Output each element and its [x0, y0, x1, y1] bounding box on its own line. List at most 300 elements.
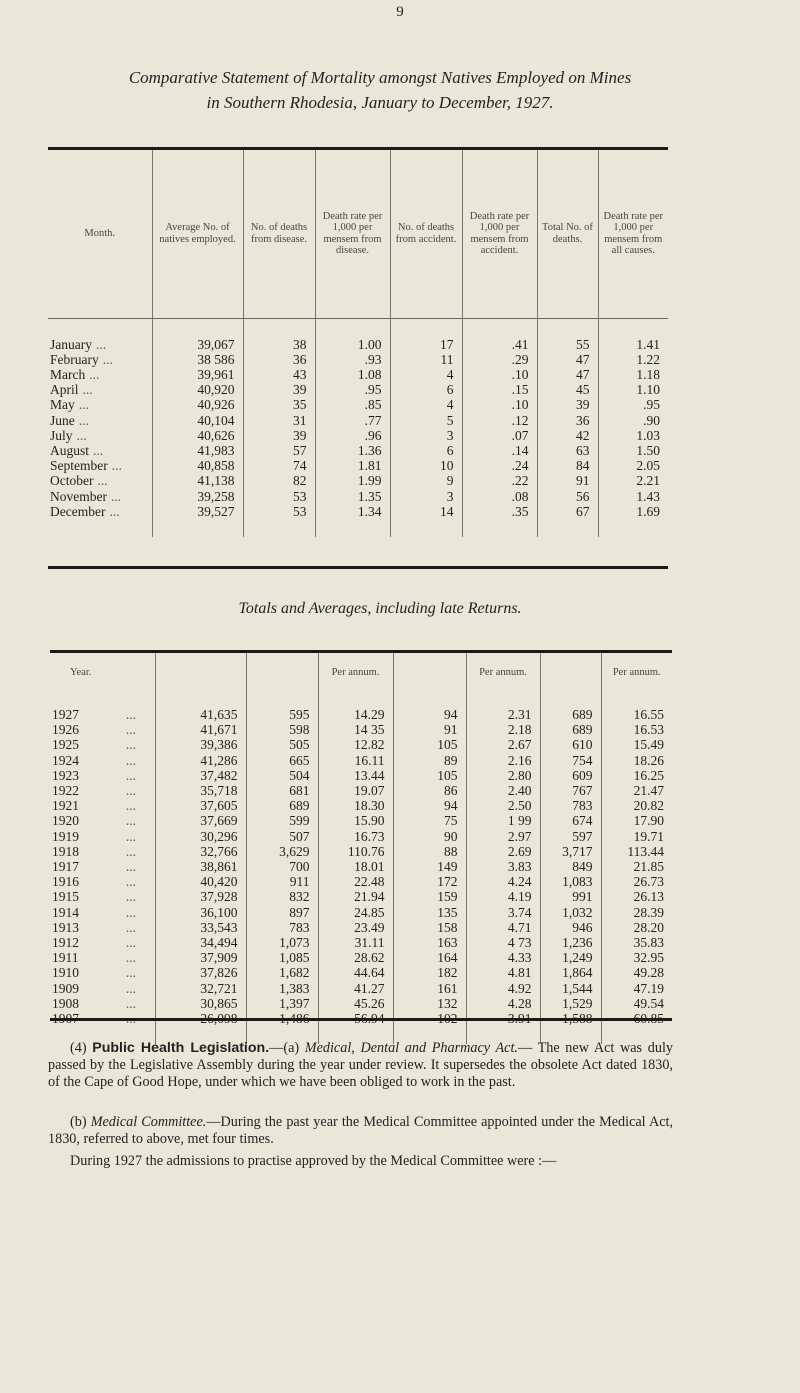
table2-subtitle: Totals and Averages, including late Returns.	[238, 600, 522, 617]
data-cell: 39	[537, 397, 598, 412]
data-cell: 1,864	[540, 965, 601, 980]
column-header: Death rate per 1,000 per mensem from all causes.	[598, 150, 668, 318]
leader-dots: ...	[125, 965, 136, 981]
table-row	[50, 783, 672, 798]
row-label-cell	[50, 996, 155, 1011]
data-cell: .85	[315, 397, 390, 412]
data-cell: 16.53	[601, 722, 672, 737]
data-cell: 24.85	[318, 905, 393, 920]
data-cell: 89	[393, 753, 466, 768]
data-cell: 14.29	[318, 707, 393, 722]
row-label: 1909	[52, 980, 79, 996]
data-cell: 113.44	[601, 844, 672, 859]
data-cell: 4	[390, 367, 462, 382]
data-cell: 1.08	[315, 367, 390, 382]
data-cell: 674	[540, 813, 601, 828]
leader-dots: ...	[125, 904, 136, 920]
data-cell: 38,861	[155, 859, 246, 874]
data-cell: 36	[537, 413, 598, 428]
data-cell: 1.03	[598, 428, 668, 443]
table-row	[50, 905, 672, 920]
table-row	[50, 950, 672, 965]
data-cell: 20.82	[601, 798, 672, 813]
row-label-cell	[50, 783, 155, 798]
row-label-cell	[48, 337, 152, 352]
row-label-cell	[48, 413, 152, 428]
leader-dots: ...	[78, 397, 89, 413]
leader-dots: ...	[125, 752, 136, 768]
data-cell: 82	[243, 473, 315, 488]
data-cell: 6	[390, 443, 462, 458]
data-cell: 182	[393, 965, 466, 980]
data-cell: 783	[246, 920, 318, 935]
row-label: September	[50, 458, 108, 474]
data-cell: 1.36	[315, 443, 390, 458]
table-row	[50, 996, 672, 1011]
data-cell: 40,626	[152, 428, 243, 443]
data-cell: 14 35	[318, 722, 393, 737]
data-cell: 159	[393, 889, 466, 904]
data-cell: 84	[537, 458, 598, 473]
data-cell: 86	[393, 783, 466, 798]
leader-dots: ...	[125, 995, 136, 1011]
column-header: No. of deaths from accident.	[390, 150, 462, 318]
data-cell: 39,527	[152, 504, 243, 519]
table-row	[50, 829, 672, 844]
data-cell: 1,529	[540, 996, 601, 1011]
data-cell: 22.48	[318, 874, 393, 889]
table-row	[50, 768, 672, 783]
data-cell: 38 586	[152, 352, 243, 367]
data-cell: 2.69	[466, 844, 540, 859]
paragraph-admissions: During 1927 the admissions to practise approved by the Medical Committee were :—	[70, 1153, 557, 1169]
data-cell: 19.71	[601, 829, 672, 844]
data-cell: 599	[246, 813, 318, 828]
spacer-cell	[537, 318, 598, 337]
data-cell: 991	[540, 889, 601, 904]
data-cell: 1,236	[540, 935, 601, 950]
data-cell: 57	[243, 443, 315, 458]
row-label: 1925	[52, 737, 79, 753]
row-label-cell	[50, 768, 155, 783]
committee-title: Medical Committee.	[90, 1114, 207, 1130]
column-header: No. of deaths from disease.	[243, 150, 315, 318]
spacer-cell	[243, 519, 315, 537]
spacer-cell	[48, 318, 152, 337]
data-cell: .14	[462, 443, 537, 458]
data-cell: 1,085	[246, 950, 318, 965]
data-cell: 158	[393, 920, 466, 935]
row-label: February	[50, 351, 99, 367]
row-label-cell	[50, 859, 155, 874]
data-cell: 4	[390, 397, 462, 412]
row-label: July	[50, 427, 73, 443]
data-cell: 35,718	[155, 783, 246, 798]
table-row	[50, 935, 672, 950]
column-header	[246, 653, 318, 689]
data-cell: 21.85	[601, 859, 672, 874]
data-cell: 55	[537, 337, 598, 352]
data-cell: 1.99	[315, 473, 390, 488]
row-label: May	[50, 397, 75, 413]
table-row	[50, 920, 672, 935]
data-cell: 597	[540, 829, 601, 844]
row-label: 1921	[52, 798, 79, 814]
table1-bottom-rule	[48, 566, 668, 569]
spacer-cell	[462, 519, 537, 537]
data-cell: 56	[537, 489, 598, 504]
row-label: 1910	[52, 965, 79, 981]
data-cell: 1.22	[598, 352, 668, 367]
row-label: 1913	[52, 919, 79, 935]
row-label: 1911	[52, 950, 79, 966]
table-row	[48, 443, 668, 458]
data-cell: 1,397	[246, 996, 318, 1011]
data-cell: 164	[393, 950, 466, 965]
data-cell: 18.26	[601, 753, 672, 768]
data-cell: .12	[462, 413, 537, 428]
table-row	[48, 428, 668, 443]
data-cell: 1.69	[598, 504, 668, 519]
data-cell: 665	[246, 753, 318, 768]
data-cell: 90	[393, 829, 466, 844]
table-row	[50, 753, 672, 768]
row-label: June	[50, 412, 75, 428]
table-row	[50, 859, 672, 874]
data-cell: 1,682	[246, 965, 318, 980]
section-heading: Public Health Legislation.	[92, 1040, 270, 1056]
table-row	[50, 737, 672, 752]
data-cell: 1.41	[598, 337, 668, 352]
data-cell: 3.83	[466, 859, 540, 874]
data-cell: .77	[315, 413, 390, 428]
table-row	[48, 382, 668, 397]
data-cell: 40,858	[152, 458, 243, 473]
data-cell: 1,083	[540, 874, 601, 889]
row-label: 1912	[52, 935, 79, 951]
leader-dots: ...	[102, 351, 113, 367]
spacer-cell	[50, 689, 155, 707]
data-cell: 31	[243, 413, 315, 428]
data-cell: 30,865	[155, 996, 246, 1011]
spacer-cell	[48, 519, 152, 537]
spacer-cell	[318, 689, 393, 707]
data-cell: 105	[393, 737, 466, 752]
data-cell: 45	[537, 382, 598, 397]
data-cell: 3,629	[246, 844, 318, 859]
row-label: November	[50, 488, 107, 504]
data-cell: 1,073	[246, 935, 318, 950]
column-header	[393, 653, 466, 689]
data-cell: 6	[390, 382, 462, 397]
data-cell: 13.44	[318, 768, 393, 783]
data-cell: 2.18	[466, 722, 540, 737]
data-cell: 2.67	[466, 737, 540, 752]
table-row	[50, 844, 672, 859]
data-cell: 12.82	[318, 737, 393, 752]
data-cell: 47	[537, 352, 598, 367]
data-cell: 39,067	[152, 337, 243, 352]
data-cell: 3.74	[466, 905, 540, 920]
table-row	[50, 707, 672, 722]
data-cell: 75	[393, 813, 466, 828]
row-label: 1919	[52, 828, 79, 844]
data-cell: 31.11	[318, 935, 393, 950]
table-row	[50, 798, 672, 813]
row-label-cell	[50, 874, 155, 889]
leader-dots: ...	[97, 473, 108, 489]
leader-dots: ...	[125, 813, 136, 829]
data-cell: 23.49	[318, 920, 393, 935]
row-label-cell	[48, 489, 152, 504]
row-label-cell	[50, 798, 155, 813]
data-cell: 14	[390, 504, 462, 519]
data-cell: 28.20	[601, 920, 672, 935]
row-label: 1923	[52, 767, 79, 783]
spacer-cell	[155, 689, 246, 707]
row-label-cell	[48, 397, 152, 412]
data-cell: 3	[390, 489, 462, 504]
data-cell: 49.28	[601, 965, 672, 980]
data-cell: 2.21	[598, 473, 668, 488]
data-cell: .90	[598, 413, 668, 428]
data-cell: 3,717	[540, 844, 601, 859]
leader-dots: ...	[125, 980, 136, 996]
data-cell: 19.07	[318, 783, 393, 798]
table-row	[50, 981, 672, 996]
leader-dots: ...	[125, 859, 136, 875]
leader-dots: ...	[93, 442, 104, 458]
leader-dots: ...	[109, 503, 120, 519]
data-cell: 2.50	[466, 798, 540, 813]
row-label-cell	[50, 707, 155, 722]
row-label: April	[50, 382, 79, 398]
data-cell: 1.50	[598, 443, 668, 458]
leader-dots: ...	[125, 843, 136, 859]
row-label: 1914	[52, 904, 79, 920]
data-cell: 15.90	[318, 813, 393, 828]
row-label: 1918	[52, 843, 79, 859]
data-cell: 91	[537, 473, 598, 488]
row-label-cell	[48, 428, 152, 443]
data-cell: 49.54	[601, 996, 672, 1011]
data-cell: 67	[537, 504, 598, 519]
leader-dots: ...	[76, 427, 87, 443]
data-cell: 1.34	[315, 504, 390, 519]
data-cell: 17	[390, 337, 462, 352]
table-row	[50, 874, 672, 889]
leader-dots: ...	[125, 737, 136, 753]
row-label-cell	[50, 737, 155, 752]
data-cell: 88	[393, 844, 466, 859]
table-row	[48, 458, 668, 473]
data-cell: .15	[462, 382, 537, 397]
table-row	[50, 889, 672, 904]
data-cell: 911	[246, 874, 318, 889]
data-cell: 41.27	[318, 981, 393, 996]
data-cell: 4.81	[466, 965, 540, 980]
table-row	[48, 367, 668, 382]
data-cell: 39,386	[155, 737, 246, 752]
row-label-cell	[48, 367, 152, 382]
data-cell: 689	[540, 722, 601, 737]
column-header-first: Month.	[48, 150, 152, 318]
data-cell: 609	[540, 768, 601, 783]
data-cell: .95	[598, 397, 668, 412]
leader-dots: ...	[125, 722, 136, 738]
row-label-cell	[50, 753, 155, 768]
data-cell: 16.55	[601, 707, 672, 722]
table-row	[50, 965, 672, 980]
data-cell: 505	[246, 737, 318, 752]
column-header: Death rate per 1,000 per mensem from disease.	[315, 150, 390, 318]
data-cell: 18.30	[318, 798, 393, 813]
mortality-annual-table	[50, 653, 672, 1044]
row-label: 1920	[52, 813, 79, 829]
spacer-cell	[537, 519, 598, 537]
row-label-cell	[50, 920, 155, 935]
row-label-cell	[50, 950, 155, 965]
leader-dots: ...	[82, 382, 93, 398]
table-row	[50, 722, 672, 737]
para-number: (4)	[70, 1040, 87, 1056]
data-cell: 610	[540, 737, 601, 752]
row-label-cell	[48, 458, 152, 473]
data-cell: 700	[246, 859, 318, 874]
table-row	[48, 397, 668, 412]
spacer-cell	[243, 318, 315, 337]
column-header: Death rate per 1,000 per mensem from accident.	[462, 150, 537, 318]
leader-dots: ...	[125, 828, 136, 844]
data-cell: 37,909	[155, 950, 246, 965]
data-cell: 681	[246, 783, 318, 798]
data-cell: 132	[393, 996, 466, 1011]
data-cell: 32,721	[155, 981, 246, 996]
leader-dots: ...	[125, 874, 136, 890]
data-cell: 783	[540, 798, 601, 813]
data-cell: 40,104	[152, 413, 243, 428]
row-label-cell	[50, 829, 155, 844]
data-cell: 53	[243, 489, 315, 504]
table1-title-line2: in Southern Rhodesia, January to December, 1927.	[206, 93, 554, 112]
leader-dots: ...	[125, 919, 136, 935]
data-cell: 11	[390, 352, 462, 367]
data-cell: 1.00	[315, 337, 390, 352]
row-label-cell	[50, 905, 155, 920]
data-cell: 39	[243, 428, 315, 443]
data-cell: 2.31	[466, 707, 540, 722]
data-cell: 37,928	[155, 889, 246, 904]
spacer-cell	[466, 689, 540, 707]
spacer-cell	[152, 318, 243, 337]
row-label-cell	[48, 352, 152, 367]
data-cell: 135	[393, 905, 466, 920]
leader-dots: ...	[125, 707, 136, 722]
data-cell: 4.92	[466, 981, 540, 996]
data-cell: 30,296	[155, 829, 246, 844]
data-cell: 35.83	[601, 935, 672, 950]
data-cell: 41,671	[155, 722, 246, 737]
data-cell: 53	[243, 504, 315, 519]
data-cell: 16.25	[601, 768, 672, 783]
data-cell: 37,605	[155, 798, 246, 813]
data-cell: 4.19	[466, 889, 540, 904]
row-label: 1915	[52, 889, 79, 905]
data-cell: 5	[390, 413, 462, 428]
data-cell: 94	[393, 707, 466, 722]
data-cell: .29	[462, 352, 537, 367]
leader-dots: ...	[125, 798, 136, 814]
spacer-cell	[462, 318, 537, 337]
row-label-cell	[50, 981, 155, 996]
data-cell: 40,420	[155, 874, 246, 889]
data-cell: 1.18	[598, 367, 668, 382]
data-cell: 18.01	[318, 859, 393, 874]
data-cell: 47.19	[601, 981, 672, 996]
row-label: 1924	[52, 752, 79, 768]
data-cell: 595	[246, 707, 318, 722]
row-label: October	[50, 473, 94, 489]
data-cell: 149	[393, 859, 466, 874]
paragraph-public-health-legislation	[48, 1040, 673, 1091]
row-label: August	[50, 442, 90, 458]
spacer-cell	[315, 519, 390, 537]
para-body: — The new Act was duly passed by the Legislative Assembly during the year under review. It supersedes the obsolete Act dated 1830, of the Cape of Good Hope, under which we have been obliged to work in the past.	[48, 1040, 673, 1090]
data-cell: 21.94	[318, 889, 393, 904]
data-cell: 10	[390, 458, 462, 473]
data-cell: 2.05	[598, 458, 668, 473]
row-label: March	[50, 366, 86, 382]
data-cell: .22	[462, 473, 537, 488]
para-sub: —(a)	[269, 1040, 300, 1056]
leader-dots: ...	[125, 889, 136, 905]
data-cell: 1,249	[540, 950, 601, 965]
leader-dots: ...	[95, 336, 107, 352]
data-cell: 34,494	[155, 935, 246, 950]
data-cell: 28.39	[601, 905, 672, 920]
data-cell: 15.49	[601, 737, 672, 752]
data-cell: 3	[390, 428, 462, 443]
row-label-cell	[50, 965, 155, 980]
row-label-cell	[48, 504, 152, 519]
data-cell: 40,920	[152, 382, 243, 397]
data-cell: 4.33	[466, 950, 540, 965]
data-cell: 26.73	[601, 874, 672, 889]
data-cell: .93	[315, 352, 390, 367]
data-cell: 39,961	[152, 367, 243, 382]
act-title: Medical, Dental and Pharmacy Act.	[304, 1040, 518, 1056]
data-cell: 74	[243, 458, 315, 473]
data-cell: 4.24	[466, 874, 540, 889]
data-cell: .24	[462, 458, 537, 473]
column-header	[540, 653, 601, 689]
row-label: December	[50, 503, 106, 519]
data-cell: 2.40	[466, 783, 540, 798]
leader-dots: ...	[110, 488, 122, 504]
table-row	[48, 337, 668, 352]
data-cell: 21.47	[601, 783, 672, 798]
spacer-cell	[315, 318, 390, 337]
data-cell: 47	[537, 367, 598, 382]
spacer-cell	[152, 519, 243, 537]
row-label: 1917	[52, 859, 79, 875]
data-cell: 161	[393, 981, 466, 996]
leader-dots: ...	[89, 366, 100, 382]
data-cell: .07	[462, 428, 537, 443]
data-cell: 2.80	[466, 768, 540, 783]
data-cell: .41	[462, 337, 537, 352]
data-cell: 1.43	[598, 489, 668, 504]
